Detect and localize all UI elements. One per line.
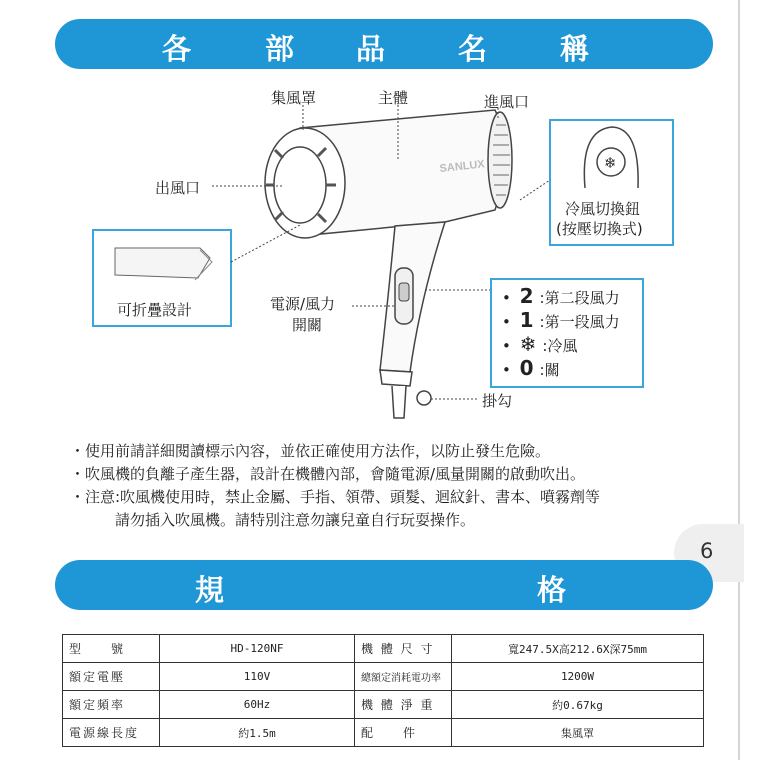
spec-banner <box>55 560 713 610</box>
spec-key: 配 件 <box>355 719 452 747</box>
spec-value: 約0.67kg <box>452 691 704 719</box>
mode-text: :第一段風力 <box>539 313 620 331</box>
svg-text:❄: ❄ <box>604 154 617 172</box>
label-hook: 掛勾 <box>482 392 513 410</box>
banner-char: 部 <box>265 32 295 66</box>
banner-char: 稱 <box>560 32 590 66</box>
label-power-switch: 電源/風力 <box>270 295 336 313</box>
banner-char: 品 <box>356 32 386 66</box>
label-air-outlet: 出風口 <box>155 179 201 197</box>
table-row <box>63 663 704 691</box>
spec-value: HD-120NF <box>160 635 355 663</box>
spec-key: 機 體 淨 重 <box>355 691 452 719</box>
usage-notes <box>70 440 600 532</box>
spec-key: 總額定消耗電功率 <box>355 663 452 691</box>
label-air-inlet: 進風口 <box>484 93 530 111</box>
note-line: ・注意:吹風機使用時，禁止金屬、手指、領帶、頭髮、迴紋針、書本、噴霧劑等 <box>70 488 601 506</box>
mode-symbol: 2 <box>519 284 534 308</box>
spec-key: 額定頻率 <box>63 691 160 719</box>
brand-logo: SANLUX <box>439 158 486 175</box>
table-row <box>63 635 704 663</box>
mode-row: • 2 :第二段風力 <box>502 284 620 308</box>
spec-value: 約1.5m <box>160 719 355 747</box>
label-body: 主體 <box>378 89 409 107</box>
mode-text: :第二段風力 <box>539 289 620 307</box>
mode-text: :關 <box>539 361 560 379</box>
note-line: 請勿插入吹風機。請特別注意勿讓兒童自行玩耍操作。 <box>70 511 476 529</box>
spec-key: 機 體 尺 寸 <box>355 635 452 663</box>
note-line: ・吹風機的負離子產生器，設計在機體內部，會隨電源/風量開關的啟動吹出。 <box>70 465 586 483</box>
mode-row: • ❄ :冷風 <box>502 332 578 356</box>
spec-key: 型 號 <box>63 635 160 663</box>
spec-value: 寬247.5X高212.6X深75mm <box>452 635 704 663</box>
spec-key: 電源線長度 <box>63 719 160 747</box>
snowflake-icon: ❄ <box>519 332 537 356</box>
banner-char: 名 <box>458 32 488 66</box>
banner-char: 格 <box>537 573 567 607</box>
label-cool-button-sub: (按壓切換式) <box>556 220 643 238</box>
banner-char: 各 <box>162 32 192 66</box>
switch-modes-box <box>490 278 644 388</box>
spec-value: 60Hz <box>160 691 355 719</box>
label-cool-button: 冷風切換鈕 <box>565 200 641 218</box>
page-number: 6 <box>700 539 714 563</box>
spec-value: 110V <box>160 663 355 691</box>
spec-value: 集風罩 <box>452 719 704 747</box>
spec-key: 額定電壓 <box>63 663 160 691</box>
banner-char: 規 <box>195 573 225 607</box>
mode-symbol: 1 <box>519 308 534 332</box>
mode-row: • 1 :第一段風力 <box>502 308 620 332</box>
label-nozzle: 集風罩 <box>271 89 317 107</box>
mode-row: • 0 :關 <box>502 356 560 380</box>
table-row <box>63 719 704 747</box>
label-power-switch-2: 開關 <box>292 316 323 334</box>
table-row <box>63 691 704 719</box>
label-foldable: 可折疊設計 <box>117 301 193 319</box>
mode-symbol: 0 <box>519 356 534 380</box>
mode-text: :冷風 <box>542 337 578 355</box>
note-line: ・使用前請詳細閱讀標示內容，並依正確使用方法作，以防止發生危險。 <box>70 442 551 460</box>
spec-value: 1200W <box>452 663 704 691</box>
spec-table <box>62 634 704 747</box>
